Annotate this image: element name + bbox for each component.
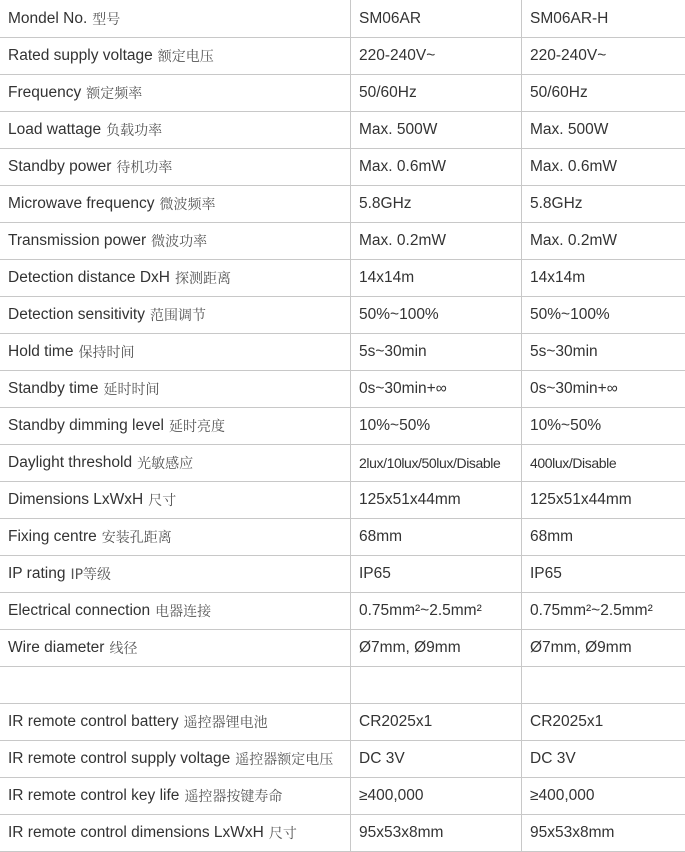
spec-label-cn: 待机功率	[116, 160, 173, 176]
table-row	[0, 444, 685, 481]
spec-label: Electrical connection	[8, 602, 151, 619]
spec-label-cn: 范围调节	[149, 308, 206, 324]
spec-label-cn: 延时时间	[103, 382, 160, 398]
spec-value-sm06ar-h: SM06AR-H	[530, 9, 609, 27]
spec-label-cell	[0, 38, 351, 74]
spec-value-sm06ar-h: IP65	[530, 565, 562, 582]
spec-value-sm06ar: 10%~50%	[351, 408, 522, 444]
spec-value-sm06ar: 50%~100%	[351, 297, 522, 333]
spec-value-sm06ar: Ø7mm, Ø9mm	[351, 630, 522, 666]
spec-label-cn: 线径	[109, 641, 138, 657]
spec-value-sm06ar: ≥400,000	[351, 778, 522, 814]
table-row	[0, 740, 685, 777]
spec-label: IR remote control supply voltage	[8, 750, 231, 767]
spec-label: Hold time	[8, 343, 74, 360]
spec-value-sm06ar: 125x51x44mm	[351, 482, 522, 518]
spec-label: Transmission power	[8, 232, 147, 249]
spec-value-sm06ar-h: 220-240V~	[530, 47, 607, 64]
spec-label: IR remote control dimensions LxWxH	[8, 824, 264, 841]
spec-label: Frequency	[8, 84, 82, 101]
table-row	[0, 259, 685, 296]
spec-label-cn: 延时亮度	[168, 419, 225, 435]
table-row	[0, 296, 685, 333]
spec-value-sm06ar: DC 3V	[351, 741, 522, 777]
spec-label-cn: 电器连接	[155, 604, 212, 620]
table-row	[0, 37, 685, 74]
spec-label-cell	[0, 741, 351, 777]
spec-label: Microwave frequency	[8, 195, 155, 212]
spec-value-sm06ar-h: 95x53x8mm	[530, 824, 615, 841]
spec-label-cell	[0, 334, 351, 370]
spec-value-sm06ar: Max. 0.2mW	[351, 223, 522, 259]
spec-label-cell	[0, 704, 351, 740]
spec-value-sm06ar-h: 10%~50%	[530, 417, 602, 434]
spec-label: Dimensions LxWxH	[8, 491, 144, 508]
spec-label-cell	[0, 445, 351, 481]
spec-label-cell	[0, 556, 351, 592]
spec-value-sm06ar: 2lux/10lux/50lux/Disable	[351, 445, 522, 481]
spec-label: Load wattage	[8, 121, 102, 138]
spec-value-sm06ar: Max. 0.6mW	[351, 149, 522, 185]
spec-label-cn: 型号	[92, 11, 121, 28]
spec-label-cell	[0, 519, 351, 555]
spec-label: Standby time	[8, 380, 99, 397]
spec-label: Wire diameter	[8, 639, 105, 656]
spec-label: Detection distance DxH	[8, 269, 170, 286]
spec-label-cn: IP等级	[70, 567, 112, 583]
spec-label-cn: 遥控器锂电池	[183, 715, 268, 731]
spec-label-cell	[0, 593, 351, 629]
spec-value-sm06ar-h: 14x14m	[530, 269, 586, 286]
spec-label: IP rating	[8, 565, 66, 582]
spec-label-cn: 探测距离	[174, 271, 231, 287]
spec-value-sm06ar-h: Max. 0.6mW	[530, 158, 617, 175]
table-row	[0, 481, 685, 518]
spec-value-sm06ar-h: Max. 500W	[530, 121, 609, 138]
spec-label-cell	[0, 112, 351, 148]
table-row	[0, 703, 685, 740]
spec-label: IR remote control key life	[8, 787, 180, 804]
spec-label-cn: 安装孔距离	[101, 530, 172, 546]
spec-value-sm06ar: 14x14m	[351, 260, 522, 296]
spec-label-cell	[0, 297, 351, 333]
spec-value-sm06ar: CR2025x1	[351, 704, 522, 740]
spec-value-sm06ar	[351, 667, 522, 703]
spec-label-cell	[0, 0, 351, 37]
spec-value-sm06ar-h: 0s~30min+∞	[530, 380, 618, 397]
spec-value-sm06ar-h: 5.8GHz	[530, 195, 583, 212]
spec-label: Detection sensitivity	[8, 306, 145, 323]
spec-value-sm06ar-h	[522, 667, 685, 703]
spec-value-sm06ar-h: DC 3V	[530, 750, 576, 767]
spec-label-cell	[0, 815, 351, 851]
table-row	[0, 111, 685, 148]
spec-label-cell	[0, 149, 351, 185]
table-row	[0, 592, 685, 629]
spec-label-cell	[0, 630, 351, 666]
table-row	[0, 222, 685, 259]
table-row	[0, 185, 685, 222]
spec-label-cn: 保持时间	[78, 345, 135, 361]
spec-label-cell	[0, 75, 351, 111]
spec-value-sm06ar: IP65	[351, 556, 522, 592]
spec-value-sm06ar-h: 125x51x44mm	[530, 491, 632, 508]
spec-value-sm06ar-h: 50/60Hz	[530, 84, 588, 101]
spec-label-cn: 微波功率	[151, 234, 208, 250]
table-row	[0, 777, 685, 814]
spec-value-sm06ar-h: 0.75mm²~2.5mm²	[530, 602, 653, 619]
spec-label-cn: 负载功率	[106, 123, 163, 139]
spec-label-cell	[0, 371, 351, 407]
table-row	[0, 518, 685, 555]
table-row	[0, 407, 685, 444]
table-row	[0, 148, 685, 185]
spec-value-sm06ar: 5s~30min	[351, 334, 522, 370]
spec-label-cn: 尺寸	[148, 493, 177, 509]
spec-label-cn: 尺寸	[268, 826, 297, 842]
spec-value-sm06ar: 68mm	[351, 519, 522, 555]
spec-value-sm06ar-h: 400lux/Disable	[530, 455, 617, 471]
spec-value-sm06ar-h: 5s~30min	[530, 343, 598, 360]
spec-label-cell	[0, 778, 351, 814]
spec-label-cell	[0, 667, 351, 703]
spec-label-cell	[0, 223, 351, 259]
spec-label-cn: 额定电压	[157, 49, 214, 65]
spec-label: Rated supply voltage	[8, 47, 153, 64]
spec-value-sm06ar-h: Ø7mm, Ø9mm	[530, 639, 632, 656]
spec-label-cell	[0, 408, 351, 444]
spec-label: Daylight threshold	[8, 454, 133, 471]
spec-value-sm06ar: 95x53x8mm	[351, 815, 522, 851]
spec-label: Standby power	[8, 158, 112, 175]
spec-label: Fixing centre	[8, 528, 97, 545]
spec-value-sm06ar-h: Max. 0.2mW	[530, 232, 617, 249]
table-row	[0, 74, 685, 111]
spec-value-sm06ar-h: ≥400,000	[530, 787, 595, 804]
spec-value-sm06ar: 5.8GHz	[351, 186, 522, 222]
spec-value-sm06ar: Max. 500W	[351, 112, 522, 148]
spec-label: Mondel No.	[8, 9, 88, 27]
spec-value-sm06ar-h: 50%~100%	[530, 306, 610, 323]
spec-label-cn: 遥控器额定电压	[235, 752, 334, 768]
spec-value-sm06ar: 0s~30min+∞	[351, 371, 522, 407]
table-row	[0, 333, 685, 370]
spec-label: IR remote control battery	[8, 713, 179, 730]
spec-value-sm06ar: 220-240V~	[351, 38, 522, 74]
spec-label: Standby dimming level	[8, 417, 164, 434]
table-row	[0, 370, 685, 407]
table-row	[0, 555, 685, 592]
spec-label-cn: 微波频率	[159, 197, 216, 213]
spec-label-cell	[0, 482, 351, 518]
spec-value-sm06ar-h: 68mm	[530, 528, 574, 545]
spec-value-sm06ar: 50/60Hz	[351, 75, 522, 111]
spec-value-sm06ar-h: CR2025x1	[530, 713, 604, 730]
spec-value-sm06ar: SM06AR	[351, 0, 522, 37]
table-row	[0, 666, 685, 703]
spec-label-cn: 光敏感应	[137, 456, 194, 472]
table-row	[0, 814, 685, 852]
spec-label-cn: 额定频率	[86, 86, 143, 102]
spec-label-cell	[0, 186, 351, 222]
spec-value-sm06ar: 0.75mm²~2.5mm²	[351, 593, 522, 629]
spec-label-cn: 遥控器按键寿命	[184, 789, 283, 805]
table-row	[0, 629, 685, 666]
table-row	[0, 0, 685, 37]
spec-label-cell	[0, 260, 351, 296]
